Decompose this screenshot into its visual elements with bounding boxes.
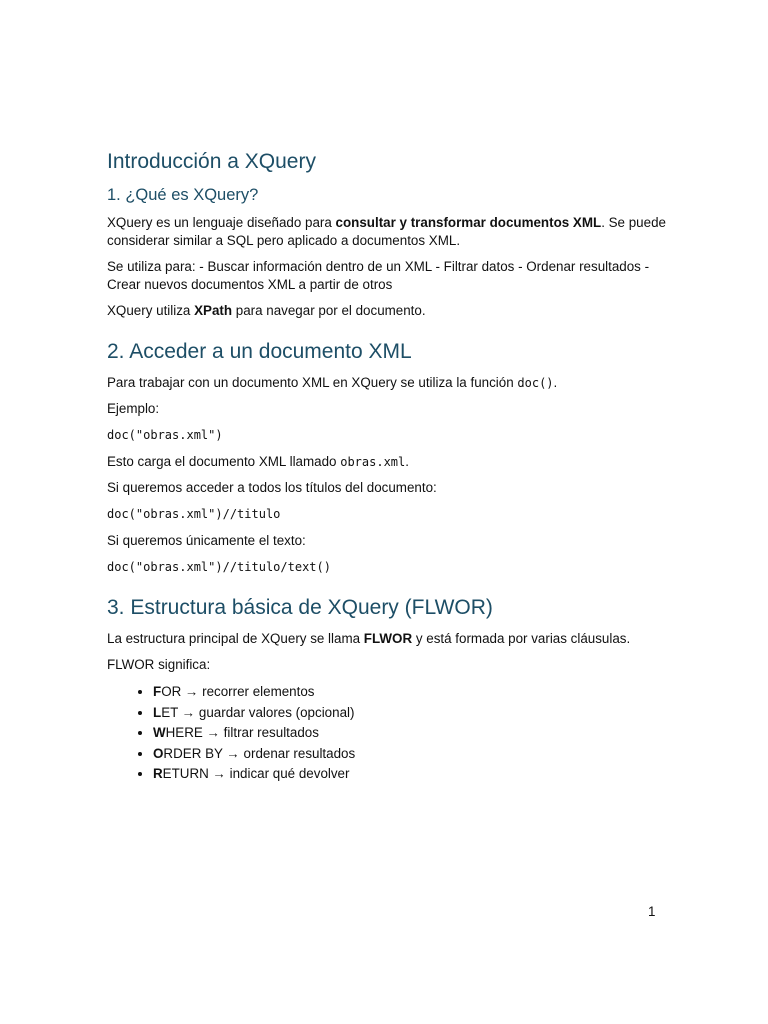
list-item-letter: W (153, 725, 166, 741)
document-title: Introducción a XQuery (107, 150, 316, 173)
list-item-text: RDER BY → ordenar resultados (163, 745, 356, 761)
inline-code: obras.xml (340, 455, 406, 469)
text-run: para navegar por el documento. (232, 303, 426, 318)
section-2-paragraph-4: Si queremos únicamente el texto: (107, 533, 306, 548)
section-2-paragraph-2 (107, 453, 667, 471)
list-item-text: OR → recorrer elementos (161, 684, 315, 699)
ejemplo-label: Ejemplo: (107, 401, 160, 416)
list-item-letter: L (153, 704, 162, 720)
text-run: . (553, 375, 558, 390)
bold-run: FLWOR (363, 631, 413, 646)
list-item-letter: F (153, 684, 162, 699)
section-1-paragraph-1 (107, 214, 667, 250)
list-item (153, 764, 667, 785)
list-item (153, 744, 667, 765)
page-content (107, 148, 667, 785)
text-run: XQuery utiliza (107, 303, 195, 318)
code-line-3: doc("obras.xml")//titulo/text() (107, 560, 331, 574)
list-item (153, 682, 667, 703)
flwor-list (107, 682, 667, 785)
text-run: La estructura principal de XQuery se llama (107, 631, 364, 646)
section-2-paragraph-1 (107, 374, 667, 392)
list-item-letter: R (153, 766, 163, 782)
section-1-heading: 1. ¿Qué es XQuery? (107, 186, 259, 204)
list-item (153, 723, 667, 744)
bold-run: XPath (194, 303, 233, 318)
text-run: . (405, 454, 409, 469)
inline-code: doc() (517, 376, 554, 390)
section-1-paragraph-2: Se utiliza para: - Buscar información dentro de un XML - Filtrar datos - Ordenar resultados - Crear nuevos documentos XML a partir de otros (107, 259, 650, 292)
list-item-text: ET → guardar valores (opcional) (161, 704, 355, 720)
list-item-text: HERE → filtrar resultados (165, 725, 319, 741)
section-1-paragraph-3 (107, 302, 667, 320)
text-run: XQuery es un lenguaje diseñado para (107, 215, 336, 230)
section-3-paragraph-1 (107, 630, 667, 648)
list-item-letter: O (153, 745, 164, 761)
text-run: y está formada por varias cláusulas. (412, 631, 631, 646)
list-item (153, 703, 667, 724)
text-run: Esto carga el documento XML llamado (107, 454, 341, 469)
code-line-1: doc("obras.xml") (107, 428, 223, 442)
list-item-text: ETURN → indicar qué devolver (162, 766, 350, 782)
page-number: 1 (648, 904, 656, 919)
bold-run: consultar y transformar documentos XML (335, 215, 602, 230)
code-line-2: doc("obras.xml")//titulo (107, 507, 281, 521)
section-2-heading: 2. Acceder a un documento XML (107, 340, 412, 363)
section-3-paragraph-2: FLWOR significa: (107, 657, 211, 672)
section-2-paragraph-3: Si queremos acceder a todos los títulos del documento: (107, 480, 437, 495)
section-3-heading: 3. Estructura básica de XQuery (FLWOR) (107, 596, 493, 619)
text-run: Para trabajar con un documento XML en XQuery se utiliza la función (107, 375, 518, 390)
text-run: . Se puede considerar similar a SQL pero aplicado a documentos XML. (107, 215, 666, 248)
